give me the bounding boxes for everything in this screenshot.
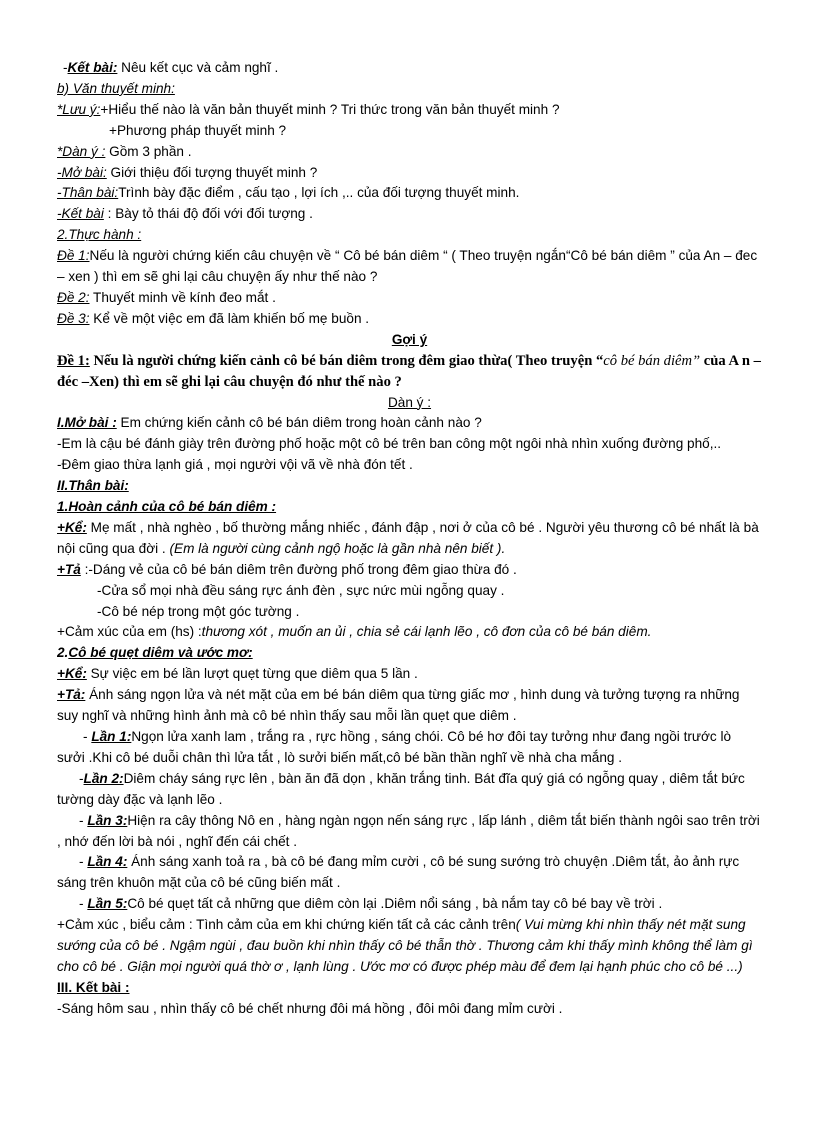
- lan2-paragraph: -Lần 2:Diêm cháy sáng rực lên , bàn ăn đã dọn , khăn trắng tinh. Bát đĩa quý giá có ngỗng quay , diêm tắt bức tường dày đặc và lạnh lẽo .: [57, 770, 745, 807]
- ket-bai-line: -Kết bài: Nêu kết cục và cảm nghĩ .: [63, 60, 279, 75]
- lan1-paragraph: - Lần 1:Ngọn lửa xanh lam , trắng ra , rực hồng , sáng chói. Cô bé hơ đôi tay tưởng như đang ngồi trước lò sưởi .Khi cô bé duỗi chân thì lửa tắt , lò sưởi biến mất,cô bé bần thần nghĩ về nhà cha mắng .: [57, 729, 732, 765]
- lan4-paragraph: - Lần 4: Ánh sáng xanh toả ra , bà cô bé đang mỉm cười , cô bé sung sướng trò chuyện .Diêm tắt, ảo ảnh rực sáng trên khuôn mặt của cô bé cũng biến mất .: [57, 854, 740, 891]
- de1-title: Đề 1: Nếu là người chứng kiến cảnh cô bé bán diêm trong đêm giao thừa( Theo truyện “cô bé bán diêm” của A n –đéc –Xen) thì em sẽ ghi lại câu chuyện đó như thế nào ?: [57, 352, 761, 390]
- cam-xuc-2-paragraph: +Cảm xúc , biểu cảm : Tình cảm của em khi chứng kiến tất cả các cảnh trên( Vui mừng khi nhìn thấy nét mặt sung sướng của cô bé . Ngậm ngùi , đau buồn khi nhìn thấy cô bé thẫn thờ . Thương cảm khi thấy mình không thể làm gì cho cô bé . Giận mọi người quá thờ ơ , lạnh lùng . Ước mơ có được phép màu để đem lại hạnh phúc cho cô bé ...): [57, 917, 753, 974]
- mo-bai-paragraph-1: -Em là cậu bé đánh giày trên đường phố hoặc một cô bé trên ban công một ngôi nhà nhìn xuống đường phố,..: [57, 436, 722, 452]
- cam-xuc-1-line: +Cảm xúc của em (hs) :thương xót , muốn an ủi , chia sẻ cái lạnh lẽo , cô đơn của cô bé bán diêm.: [57, 624, 652, 640]
- de1-paragraph: Đề 1:Nếu là người chứng kiến câu chuyện về “ Cô bé bán diêm “ ( Theo truyện ngắn“Cô bé bán diêm ” của An – đec – xen ) thì em sẽ ghi lại câu chuyện ấy như thế nào ?: [57, 248, 758, 285]
- luu-y-line: *Lưu ý:+Hiểu thế nào là văn bản thuyết minh ? Tri thức trong văn bản thuyết minh ?: [57, 101, 560, 117]
- mo-bai-paragraph-2: -Đêm giao thừa lạnh giá , mọi người vội vã về nhà đón tết .: [57, 457, 413, 473]
- document-page: [57, 58, 762, 1020]
- mo-bai-2-line: I.Mở bài : Em chứng kiến cảnh cô bé bán diêm trong hoàn cảnh nào ?: [57, 415, 482, 431]
- ket-bai-heading: III. Kết bài :: [57, 979, 130, 995]
- section-b-heading: b) Văn thuyết minh:: [57, 80, 175, 96]
- ta1-line-3: -Cô bé nép trong một góc tường .: [97, 603, 300, 619]
- luu-y-line-2: +Phương pháp thuyết minh ?: [109, 122, 287, 138]
- ta2-paragraph: +Tả: Ánh sáng ngọn lửa và nét mặt của em bé bán diêm qua từng giấc mơ , hình dung và tưởng tượng ra những suy nghĩ và những hình ảnh mà cô bé nhìn thấy sau mỗi lần quẹt que diêm .: [57, 687, 740, 724]
- de3-line: Đề 3: Kể về một việc em đã làm khiến bố mẹ buồn .: [57, 310, 370, 326]
- ket-bai-paragraph-1: -Sáng hôm sau , nhìn thấy cô bé chết nhưng đôi má hồng , đôi môi đang mỉm cười .: [57, 1000, 563, 1016]
- goi-y-heading: Gợi ý: [391, 331, 428, 347]
- ta1-line-2: -Cửa sổ mọi nhà đều sáng rực ánh đèn , sực nức mùi ngỗng quay .: [97, 582, 505, 598]
- ta1-line: +Tả :-Dáng vẻ của cô bé bán diêm trên đường phố trong đêm giao thừa đó .: [57, 561, 517, 577]
- mo-bai-line: -Mở bài: Giới thiệu đối tượng thuyết minh ?: [57, 164, 318, 180]
- ke1-paragraph: +Kể: Mẹ mất , nhà nghèo , bố thường mắng nhiếc , đánh đập , nơi ở của cô bé . Người yêu thương cô bé nhất là bà nội cũng qua đời . (Em là người cùng cảnh ngộ hoặc là gần nhà nên biết ).: [57, 519, 759, 556]
- lan3-paragraph: - Lần 3:Hiện ra cây thông Nô en , hàng ngàn ngọn nến sáng rực , lấp lánh , diêm tắt biến thành ngôi sao trên trời , nhớ đến lời bà nói , nghĩ đến cái chết .: [57, 812, 760, 849]
- dan-y-heading: Dàn ý :: [387, 394, 432, 410]
- than-bai-line: -Thân bài:Trình bày đặc điểm , cấu tạo , lợi ích ,.. của đối tượng thuyết minh.: [57, 185, 520, 201]
- dan-y-line: *Dàn ý : Gồm 3 phần .: [57, 143, 192, 159]
- ke2-line: +Kể: Sự việc em bé lần lượt quẹt từng que diêm qua 5 lần .: [57, 666, 418, 682]
- hoan-canh-heading: 1.Hoàn cảnh của cô bé bán diêm :: [57, 499, 277, 515]
- de2-line: Đề 2: Thuyết minh về kính đeo mắt .: [57, 289, 276, 305]
- thuc-hanh-heading: 2.Thực hành :: [57, 227, 142, 243]
- than-bai-heading: II.Thân bài:: [57, 478, 129, 494]
- ket-bai-line-2: -Kết bài : Bày tỏ thái độ đối với đối tượng .: [57, 206, 313, 222]
- quet-diem-heading: 2.Cô bé quẹt diêm và ước mơ:: [57, 645, 253, 661]
- lan5-line: - Lần 5:Cô bé quẹt tất cả những que diêm còn lại .Diêm nổi sáng , bà nắm tay cô bé bay về trời .: [79, 896, 663, 912]
